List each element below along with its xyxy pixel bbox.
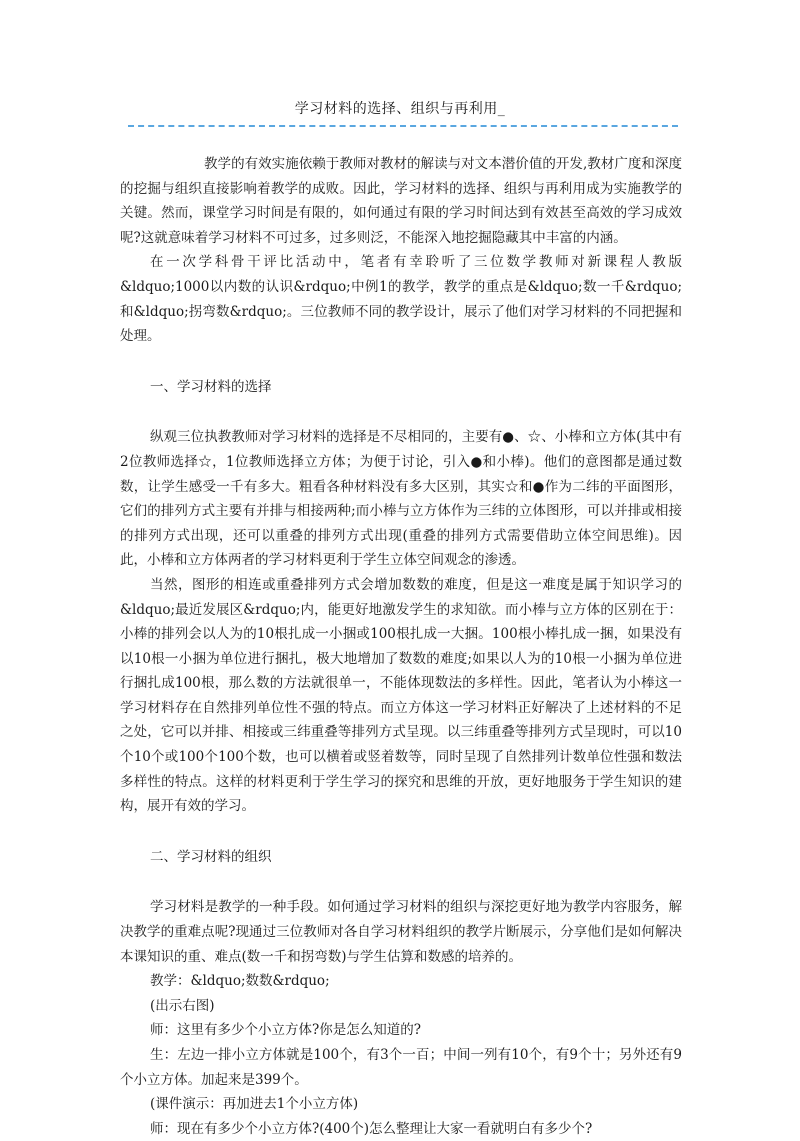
section-heading: 二、学习材料的组织: [150, 848, 272, 865]
section-paragraph: 纵观三位执教教师对学习材料的选择是不尽相同的，主要有●、☆、小棒和立方体(其中有2位教师选择☆，1位教师选择立方体；为便于讨论，引入●和小棒)。他们的意图都是通过数数，让学生感受一千有多大。粗看各种材料没有多大区别，其实☆和●作为二纬的平面图形，它们的排列方式主要有并排与相接两种;而小棒与立方体作为三纬的立体图形，可以并排或相接的排列方式出现，还可以重叠的排列方式出现(重叠的排列方式需要借助立体空间思维)。因此，小棒和立方体两者的学习材料更利于学生立体空间观念的渗透。: [120, 429, 682, 569]
spacer: [120, 349, 682, 375]
doc-title: 学习材料的选择、组织与再利用_: [294, 101, 506, 117]
section-heading: 一、学习材料的选择: [150, 378, 272, 395]
section-paragraph: 当然，图形的相连或重叠排列方式会增加数数的难度，但是这一难度是属于知识学习的&ldquo;最近发展区&rdquo;内，能更好地激发学生的求知欲。而小棒与立方体的区别在于：小棒的排列会以人为的10根扎成一小捆或100根扎成一大捆。100根小棒扎成一捆，如果没有以10根一小捆为单位进行捆扎，极大地增加了数数的难度;如果以人为的10根一小捆为单位进行捆扎成100根，那么数的方法就很单一，不能体现数法的多样性。因此，笔者认为小棒这一学习材料存在自然排列单位性不强的特点。而立方体这一学习材料正好解决了上述材料的不足之处，它可以并排、相接或三纬重叠等排列方式呈现。以三纬重叠等排列方式呈现时，可以10个10个或100个100个数，也可以横着或竖着数等，同时呈现了自然排列计数单位性强和数法多样性的特点。这样的材料更利于学生学习的探究和思维的开放，更好地服务于学生知识的建构，展开有效的学习。: [120, 576, 682, 815]
section-paragraph: 学习材料是教学的一种手段。如何通过学习材料的组织与深挖更好地为教学内容服务，解决教学的重难点呢?现通过三位教师对各自学习材料组织的教学片断展示，分享他们是如何解决本课知识的重、难点(数一千和拐弯数)与学生估算和数感的培养的。: [120, 899, 682, 965]
spacer: [120, 399, 682, 425]
section-paragraph: 生：左边一排小立方体就是100个，有3个一百；中间一列有10个，有9个十；另外还有9个小立方体。加起来是399个。: [120, 1047, 682, 1088]
section-paragraph: 师：这里有多少个小立方体?你是怎么知道的?: [150, 1022, 421, 1039]
section-paragraph: (课件演示：再加进去1个小立方体): [150, 1096, 359, 1113]
section-paragraph: (出示右图): [150, 997, 215, 1014]
section-paragraph: 教学：&ldquo;数数&rdquo;: [150, 973, 330, 990]
spacer: [120, 869, 682, 895]
title-divider: [128, 125, 678, 127]
intro-paragraph: 教学的有效实施依赖于教师对教材的解读与对文本潜价值的开发,教材广度和深度的挖掘与组织直接影响着教学的成败。因此，学习材料的选择、组织与再利用成为实施教学的关键。然而，课堂学习时间是有限的，如何通过有限的学习时间达到有效甚至高效的学习成效呢?这就意味着学习材料不可过多，过多则泛，不能深入地挖掘隐藏其中丰富的内涵。: [120, 156, 682, 246]
spacer: [120, 819, 682, 845]
section-paragraph: 师：现在有多少个小立方体?(400个)怎么整理让大家一看就明白有多少个?: [150, 1120, 593, 1137]
intro-paragraph: 在一次学科骨干评比活动中，笔者有幸聆听了三位数学教师对新课程人教版&ldquo;1000以内数的认识&rdquo;中例1的教学，教学的重点是&ldquo;数一千&rdquo;和&ldquo;拐弯数&rdquo;。三位教师不同的教学设计，展示了他们对学习材料的不同把握和处理。: [120, 254, 682, 345]
doc-body: [120, 152, 682, 1141]
